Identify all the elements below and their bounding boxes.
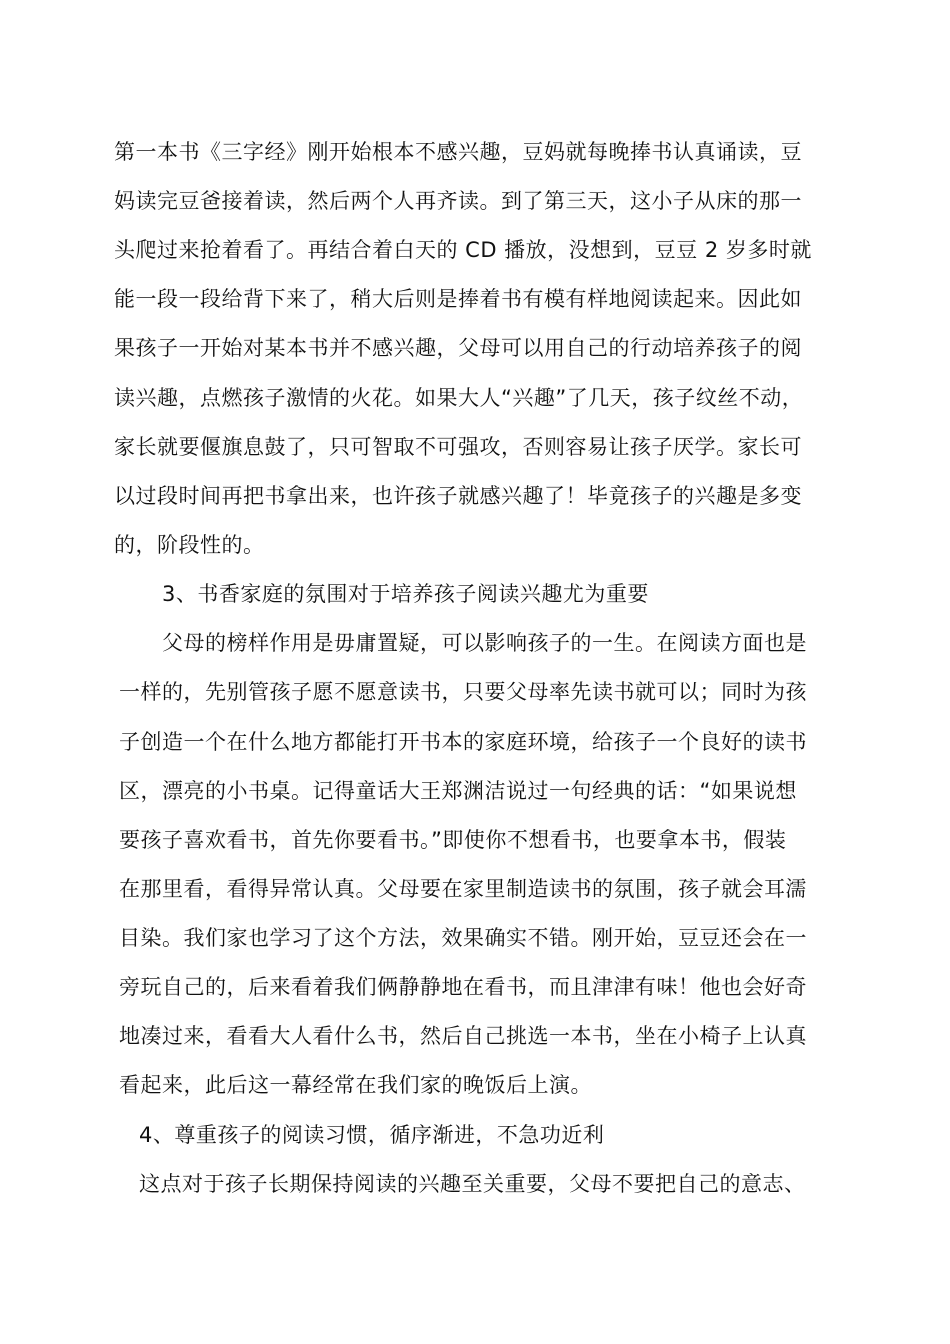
- text-line: 看起来，此后这一幕经常在我们家的晚饭后上演。: [119, 1073, 592, 1097]
- text-line: 要孩子喜欢看书，首先你要看书。”即使你不想看书，也要拿本书，假装: [119, 828, 787, 852]
- text-line: 能一段一段给背下来了，稍大后则是捧着书有模有样地阅读起来。因此如: [114, 287, 802, 311]
- text-line: 妈读完豆爸接着读，然后两个人再齐读。到了第三天，这小子从床的那一: [114, 189, 802, 213]
- text-line: 在那里看，看得异常认真。父母要在家里制造读书的氛围，孩子就会耳濡: [119, 877, 807, 901]
- text-line: 地凑过来，看看大人看什么书，然后自己挑选一本书，坐在小椅子上认真: [119, 1024, 807, 1048]
- text-line: 第一本书《三字经》刚开始根本不感兴趣，豆妈就每晚捧书认真诵读，豆: [114, 140, 802, 164]
- section-heading: 4、尊重孩子的阅读习惯，循序渐进，不急功近利: [139, 1123, 605, 1147]
- text-line: 家长就要偃旗息鼓了，只可智取不可强攻，否则容易让孩子厌学。家长可: [114, 435, 802, 459]
- text-line: 一样的，先别管孩子愿不愿意读书，只要父母率先读书就可以；同时为孩: [119, 680, 807, 704]
- text-line: 区，漂亮的小书桌。记得童话大王郑渊洁说过一句经典的话：“如果说想: [119, 779, 797, 803]
- text-line: 旁玩自己的，后来看着我们俩静静地在看书，而且津津有味！他也会好奇: [119, 975, 807, 999]
- text-line: 头爬过来抢着看了。再结合着白天的 CD 播放，没想到，豆豆 2 岁多时就: [114, 238, 812, 262]
- text-line: 读兴趣，点燃孩子激情的火花。如果大人“兴趣”了几天，孩子纹丝不动，: [114, 386, 804, 410]
- text-line: 这点对于孩子长期保持阅读的兴趣至关重要，父母不要把自己的意志、: [139, 1172, 806, 1196]
- text-line: 子创造一个在什么地方都能打开书本的家庭环境，给孩子一个良好的读书: [119, 730, 807, 754]
- text-line: 父母的榜样作用是毋庸置疑，可以影响孩子的一生。在阅读方面也是: [162, 631, 807, 655]
- section-heading: 3、书香家庭的氛围对于培养孩子阅读兴趣尤为重要: [162, 582, 649, 606]
- text-line: 以过段时间再把书拿出来，也许孩子就感兴趣了！毕竟孩子的兴趣是多变: [114, 484, 802, 508]
- text-line: 果孩子一开始对某本书并不感兴趣，父母可以用自己的行动培养孩子的阅: [114, 336, 802, 360]
- text-line: 的，阶段性的。: [114, 533, 265, 557]
- text-line: 目染。我们家也学习了这个方法，效果确实不错。刚开始，豆豆还会在一: [119, 926, 807, 950]
